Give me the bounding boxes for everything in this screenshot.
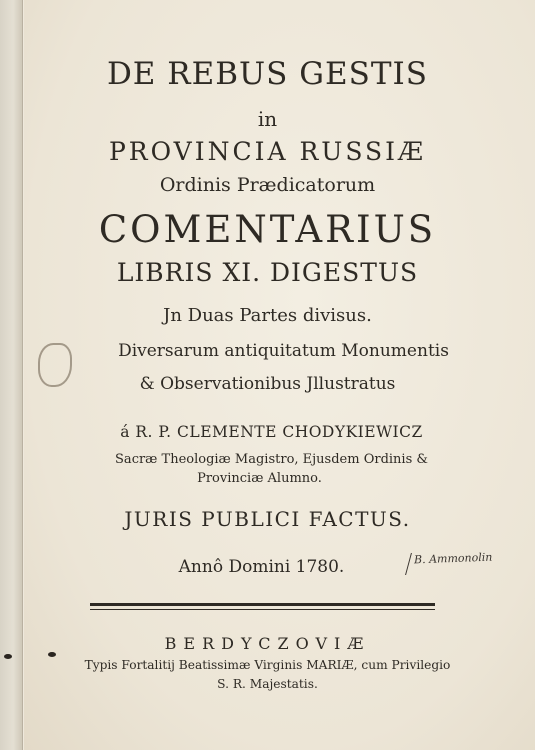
author-line: á R. P. CLEMENTE CHODYKIEWICZ	[120, 423, 423, 441]
imprint-printer: Typis Fortalitij Beatissimæ Virginis MARIÆ, cum Privilegio	[84, 658, 451, 672]
main-title: DE REBUS GESTIS	[106, 56, 429, 92]
parts-line: Jn Duas Partes divisus.	[163, 305, 372, 326]
title-in: in	[257, 107, 278, 131]
imprint-city: BERDYCZOVIÆ	[164, 634, 371, 653]
libris-heading: LIBRIS XI. DIGESTUS	[116, 258, 419, 287]
diversarum-line: Diversarum antiquitatum Monumentis	[118, 341, 449, 361]
author-province-line: Provinciæ Alumno.	[197, 471, 322, 486]
handwritten-signature	[414, 551, 493, 567]
date-line: Annô Domini 1780.	[178, 557, 345, 577]
thin-rule	[90, 609, 435, 610]
juris-heading: JURIS PUBLICI FACTUS.	[124, 507, 411, 531]
author-title-line: Sacræ Theologiæ Magistro, Ejusdem Ordinis &	[115, 452, 428, 467]
province-heading: PROVINCIA RUSSIÆ	[108, 137, 427, 166]
imprint-privilege: S. R. Majestatis.	[217, 677, 318, 691]
thick-rule	[90, 603, 435, 606]
signature-text: B. Ammonolin	[413, 550, 493, 567]
commentarius-heading: COMENTARIUS	[98, 208, 437, 251]
order-line: Ordinis Prædicatorum	[159, 174, 376, 196]
observationibus-line: & Observationibus Jllustratus	[139, 374, 396, 394]
